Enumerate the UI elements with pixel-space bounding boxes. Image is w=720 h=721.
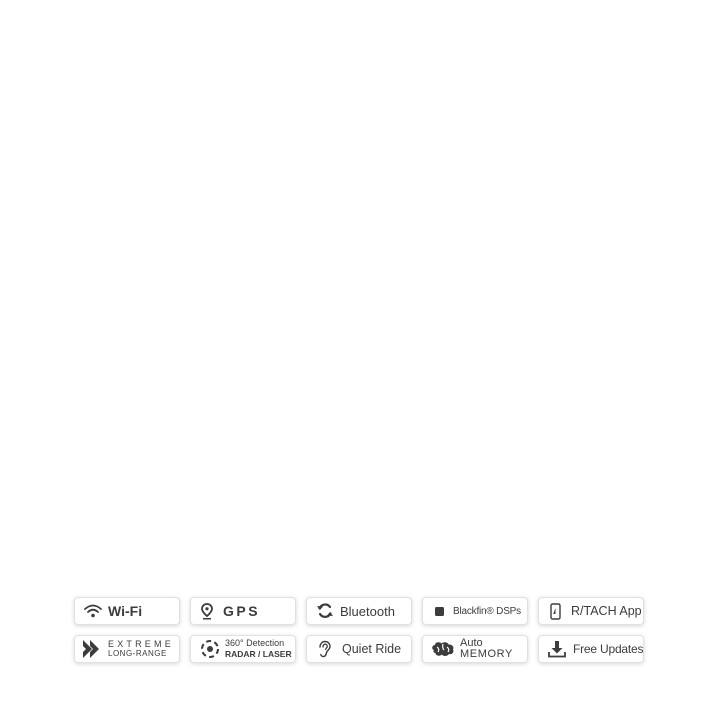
map-pin-icon [199,603,215,620]
badge-wifi [74,597,180,625]
download-icon [547,640,567,658]
ear-icon [315,640,333,658]
badge-gps-label: GPS [223,603,261,619]
badge-range [74,635,180,663]
badge-range-line2: LONG-RANGE [108,649,167,658]
badge-range-line1: EXTREME [108,639,174,649]
badge-updates [538,635,644,663]
badge-detection-line2: RADAR / LASER [225,649,292,660]
badge-bluetooth-label: Bluetooth [340,603,395,619]
badge-quiet [306,635,412,663]
badge-gps [190,597,296,625]
badge-dsp-suffix: ® DSPs [486,605,521,617]
badge-wifi-label: Wi-Fi [108,603,143,619]
badge-detection [190,635,296,663]
brain-icon [431,641,455,657]
badge-app-label: R/TACH App [571,604,642,618]
badge-bluetooth [306,597,412,625]
chip-icon [431,607,447,616]
badge-detection-line1: 360° Detection [225,638,285,649]
badge-dsp-label: Blackfin [453,605,487,617]
badge-memory-line2: MEMORY [460,648,513,660]
badge-dsp [422,597,528,625]
sync-arrows-icon [315,602,335,620]
phone-icon [547,603,563,620]
radar-target-icon [199,638,221,660]
badge-updates-label: Free Updates [573,642,644,656]
badge-quiet-label: Quiet Ride [342,642,402,656]
double-chevron-right-icon [83,640,103,658]
wifi-icon [83,604,103,618]
badge-app [538,597,644,625]
badge-memory-line1: Auto [460,637,483,649]
badge-memory [422,635,528,663]
